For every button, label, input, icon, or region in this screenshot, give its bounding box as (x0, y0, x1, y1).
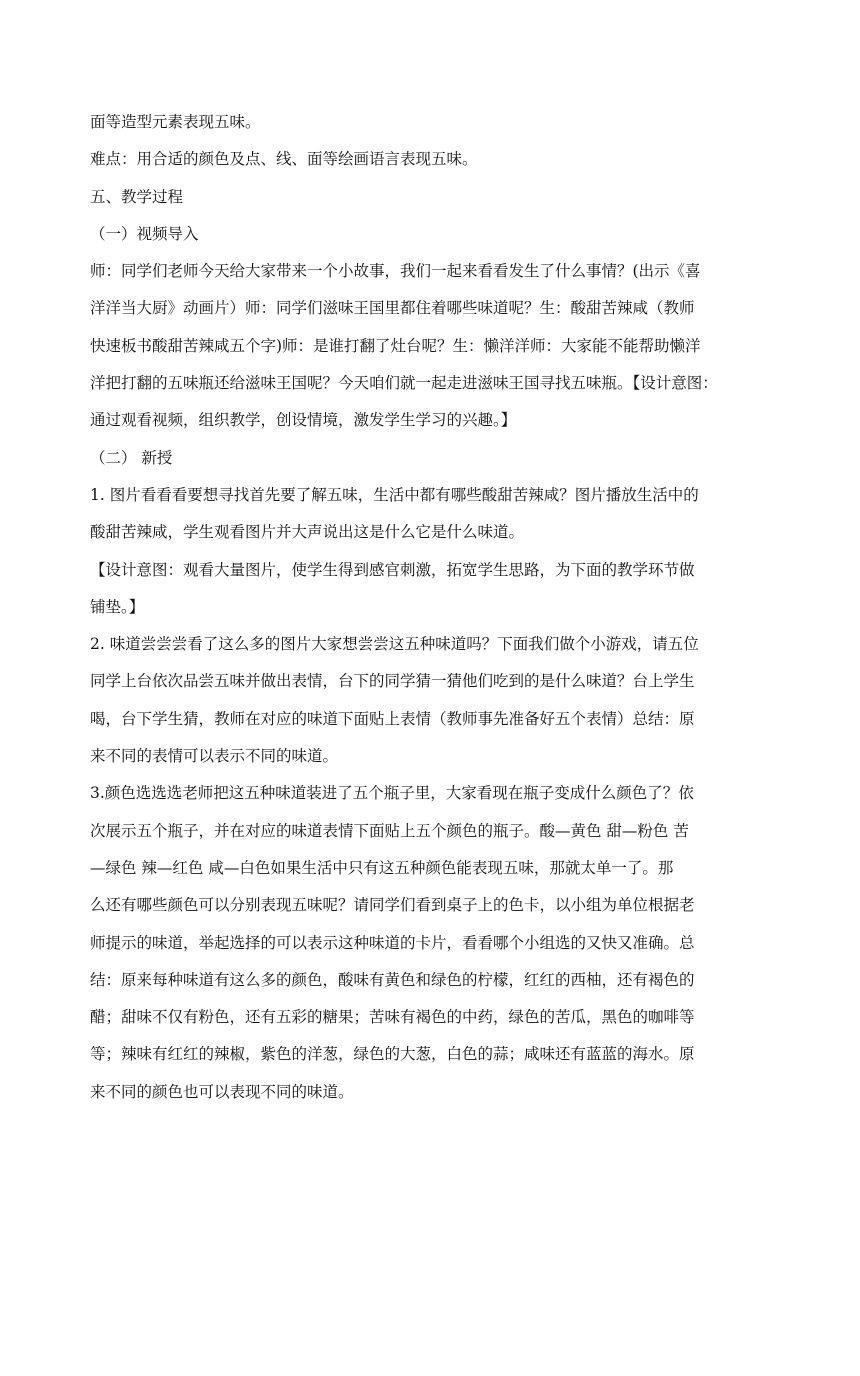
paragraph-p7 (90, 477, 776, 552)
text-line: 3.颜色选选选老师把这五种味道装进了五个瓶子里，大家看现在瓶子变成什么颜色了？依 (90, 784, 694, 803)
text-line: 【设计意图：观看大量图片，使学生得到感官刺激，拓宽学生思路，为下面的教学环节做 (90, 560, 695, 579)
text-line: 来不同的颜色也可以表现不同的味道。 (90, 1082, 354, 1101)
text-line: 酸甜苦辣咸，学生观看图片并大声说出这是什么它是什么味道。 (90, 523, 525, 542)
text-line: 通过观看视频，组织教学，创设情境，激发学生学习的兴趣。】 (90, 411, 517, 430)
text-line: 同学上台依次品尝五味并做出表情，台下的同学猜一猜他们吃到的是什么味道？台上学生 (90, 672, 695, 691)
text-line: 等；辣味有红红的辣椒，紫色的洋葱，绿色的大葱，白色的蒜；咸味还有蓝蓝的海水。原 (90, 1045, 695, 1064)
paragraph-p5 (90, 253, 776, 439)
text-line: 师：同学们老师今天给大家带来一个小故事，我们一起来看看发生了什么事情？(出示《喜 (90, 262, 701, 281)
text-line: 醋；甜味不仅有粉色，还有五彩的糖果；苦味有褐色的中药，绿色的苦瓜，黑色的咖啡等 (90, 1008, 695, 1027)
text-line: 洋把打翻的五味瓶还给滋味王国呢？今天咱们就一起走进滋味王国寻找五味瓶。【设计意图： (90, 374, 718, 393)
paragraph-p2 (90, 141, 776, 178)
paragraph-p3 (90, 179, 776, 216)
text-line: —绿色 辣—红色 咸—白色如果生活中只有这五种颜色能表现五味，那就太单一了。那 (90, 858, 674, 877)
text-line: （二） 新授 (90, 448, 173, 467)
text-line: 来不同的表情可以表示不同的味道。 (90, 747, 339, 766)
text-line: 么还有哪些颜色可以分别表现五味呢？请同学们看到桌子上的色卡，以小组为单位根据老 (90, 896, 695, 915)
text-line: 洋洋当大厨》动画片）师：同学们滋味王国里都住着哪些味道呢？生：酸甜苦辣咸（教师 (90, 299, 695, 318)
paragraph-p1 (90, 104, 776, 141)
paragraph-p9 (90, 626, 776, 775)
paragraph-p4 (90, 216, 776, 253)
text-line: 次展示五个瓶子，并在对应的味道表情下面贴上五个颜色的瓶子。酸—黄色 甜—粉色 苦 (90, 821, 689, 840)
text-line: 面等造型元素表现五味。 (90, 113, 261, 131)
paragraph-p10 (90, 775, 776, 1111)
text-line: 铺垫。】 (90, 597, 145, 616)
text-line: （一）视频导入 (90, 224, 199, 243)
text-line: 师提示的味道，举起选择的可以表示这种味道的卡片，看看哪个小组选的又快又准确。总 (90, 933, 695, 952)
paragraph-p6 (90, 440, 776, 477)
text-line: 五、教学过程 (90, 187, 184, 206)
text-line: 2. 味道尝尝尝看了这么多的图片大家想尝尝这五种味道吗？下面我们做个小游戏，请五位 (90, 635, 699, 654)
text-line: 难点：用合适的颜色及点、线、面等绘画语言表现五味。 (90, 150, 478, 169)
paragraph-p8 (90, 552, 776, 627)
text-line: 1. 图片看看看要想寻找首先要了解五味，生活中都有哪些酸甜苦辣咸？图片播放生活中的 (90, 485, 699, 504)
text-line: 喝，台下学生猜，教师在对应的味道下面贴上表情（教师事先准备好五个表情）总结：原 (90, 709, 695, 728)
document-page (90, 104, 776, 1111)
text-line: 快速板书酸甜苦辣咸五个字)师：是谁打翻了灶台呢？生：懒洋洋师：大家能不能帮助懒洋 (90, 336, 701, 355)
text-line: 结：原来每种味道有这么多的颜色，酸味有黄色和绿色的柠檬，红红的西柚，还有褐色的 (90, 970, 695, 989)
